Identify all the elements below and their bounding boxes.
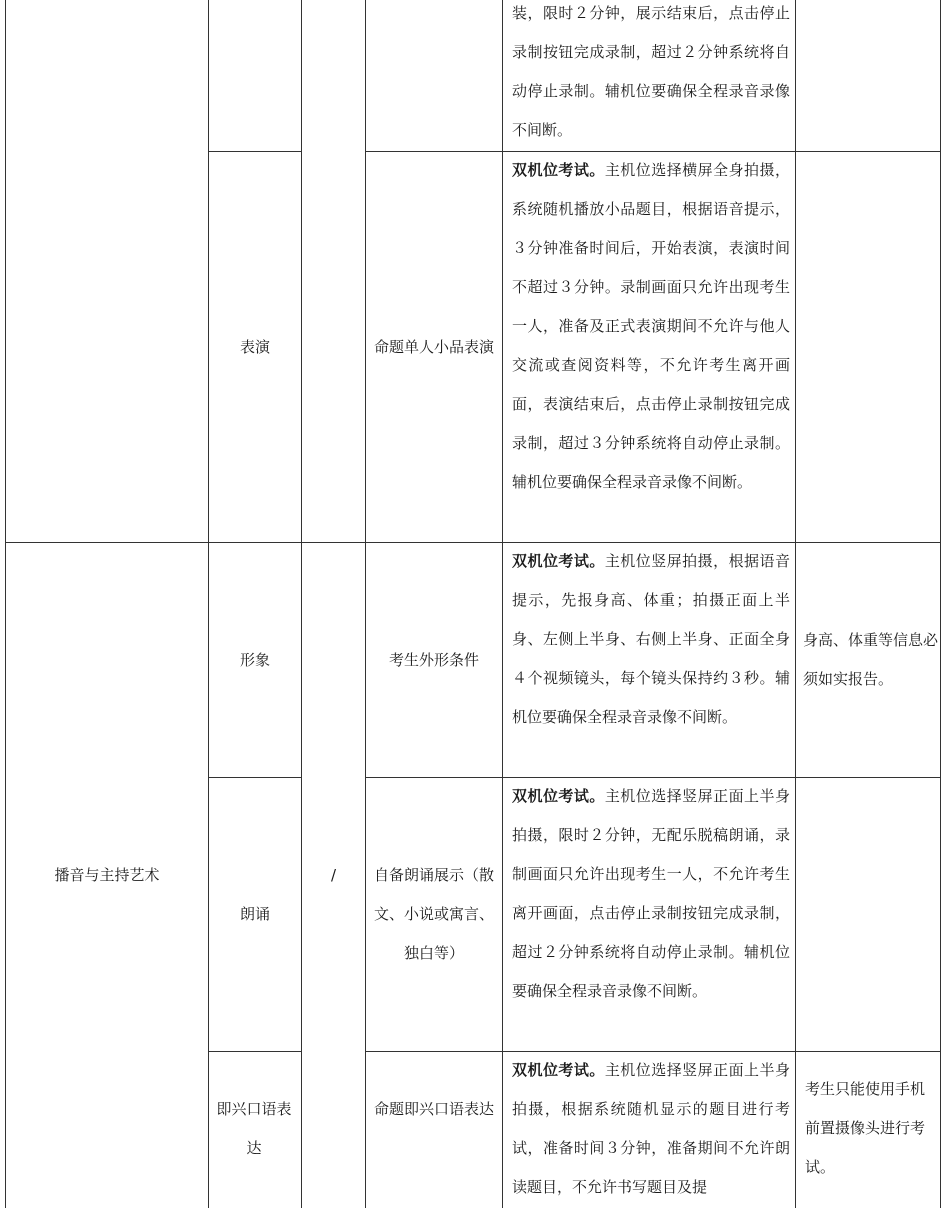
subject-cell: 表演 [239,337,270,356]
content-cell: 考生外形条件 [388,650,479,669]
col-divider-4 [502,0,503,1208]
exam-description: 双机位考试。主机位选择竖屏正面上半身拍摄，限时２分钟，无配乐脱稿朗诵，录制画面只允许出现考生一人，不允许考生离开画面，点击停止录制按钮完成录制，超过２分钟系统将自动停止录制。辅机位要确保全程录音录像不间断。 [512,787,790,1000]
subject-cell: 形象 [239,650,270,669]
table-border-right [940,0,941,1208]
content-cell: 命题即兴口语表达 [373,1100,494,1118]
subject-cell: 朗诵 [239,905,270,923]
exam-description: 双机位考试。主机位选择竖屏正面上半身拍摄，根据系统随机显示的题目进行考试，准备时间３分钟，准备期间不允许朗读题目，不允许书写题目及提 [512,1061,790,1196]
subject-cell: 即兴口语表达 [216,1100,292,1157]
major-cell: 播音与主持艺术 [54,866,160,884]
note-cell: 考生只能使用手机前置摄像头进行考试。 [805,1080,926,1176]
exam-description: 双机位考试。主机位竖屏拍摄，根据语音提示，先报身高、体重；拍摄正面上半身、左侧上半身、右侧上半身、正面全身４个视频镜头，每个镜头保持约３秒。辅机位要确保全程录音录像不间断。 [512,552,790,726]
col-divider-3 [365,0,366,1208]
content-cell: 命题单人小品表演 [373,337,494,356]
note-cell: 身高、体重等信息必须如实报告。 [803,631,939,688]
content-cell: 自备朗诵展示（散文、小说或寓言、独白等） [373,866,494,962]
col-divider-5 [795,0,796,1208]
exam-description-continued: 装，限时２分钟，展示结束后，点击停止录制按钮完成录制，超过２分钟系统将自动停止录制。辅机位要确保全程录音录像不间断。 [512,4,790,139]
direction-cell: / [330,866,337,884]
exam-description: 双机位考试。主机位选择横屏全身拍摄，系统随机播放小品题目，根据语音提示，３分钟准备时间后，开始表演，表演时间不超过３分钟。录制画面只允许出现考生一人，准备及正式表演期间不允许与他人交流或查阅资料等，不允许考生离开画面，表演结束后，点击停止录制按钮完成录制，超过３分钟系统将自动停止录制。辅机位要确保全程录音录像不间断。 [512,161,790,491]
